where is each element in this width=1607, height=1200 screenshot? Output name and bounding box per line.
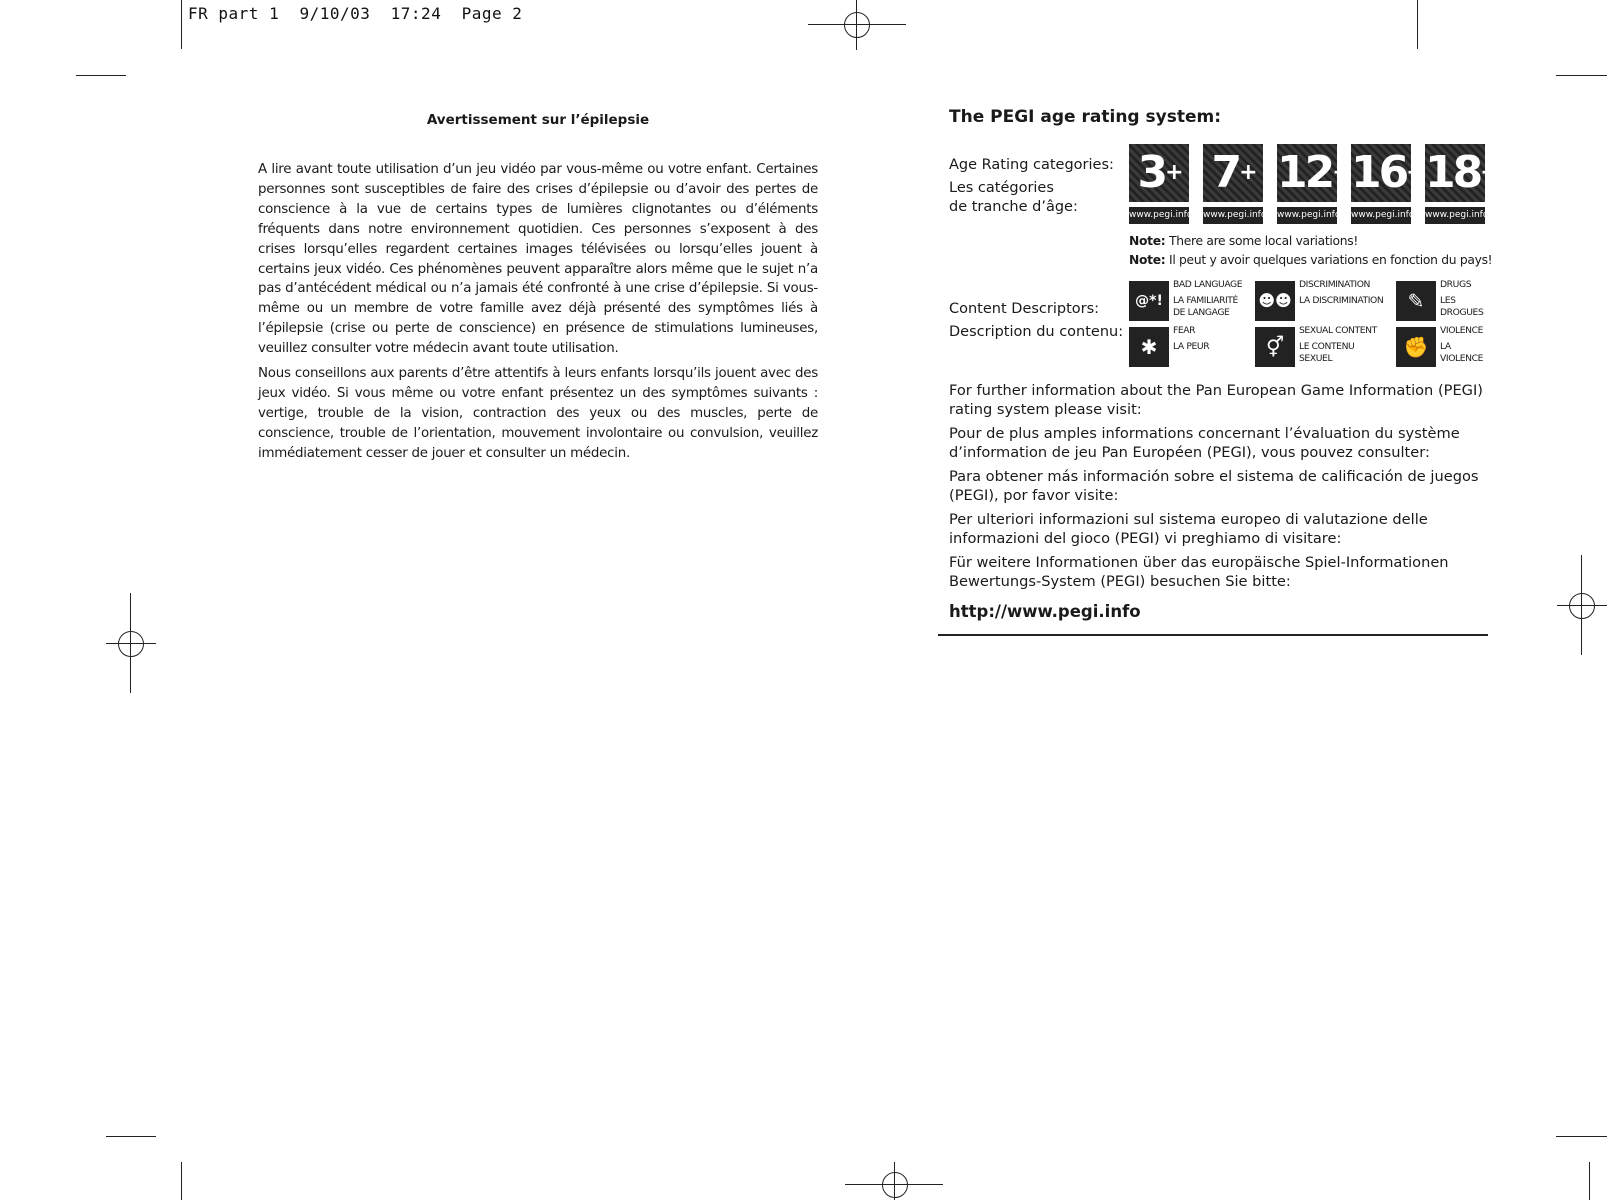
info-paragraph-de: Für weitere Informationen über das europäische Spiel-Informationen Bewertungs-System (PEGI) besuchen Sie bitte:: [949, 554, 1449, 590]
epilepsy-paragraph: A lire avant toute utilisation d’un jeu vidéo par vous-même ou votre enfant. Certaines personnes sont susceptibles de faire des crises d’épilepsie ou d’avoir des pertes de conscience à la vue de certains types de lumières clignotantes ou d’éléments fréquents dans notre environnement quotidien. Ces personnes s’exposent à des crises lorsqu’elles regardent certaines images télévisées ou lorsqu’elles jouent à certains jeux vidéo. Ces phénomènes peuvent apparaître alors même que le sujet n’a pas d’antécédent médical ou n’a jamais été confronté à une crise d’épilepsie. Si vous-même ou un membre de votre famille avez déjà présenté des symptômes liés à l’épilepsie (crise ou perte de conscience) en présence de stimulations lumineuses, veuillez consulter votre médecin avant toute utilisation.: [258, 162, 818, 357]
epilepsy-title: Avertissement sur l’épilepsie: [426, 112, 650, 128]
content-descriptors-label-fr: Description du contenu:: [949, 324, 1124, 340]
descriptor-violence: ✊ VIOLENCE LA VIOLENCE: [1396, 327, 1518, 371]
info-paragraph-es: Para obtener más información sobre el sistema de calificación de juegos (PEGI), por favor visite:: [949, 468, 1479, 504]
info-paragraph-it: Per ulteriori informazioni sul sistema europeo di valutazione delle informazioni del gioco (PEGI) vi preghiamo di visitare:: [949, 511, 1428, 547]
info-paragraph-fr: Pour de plus amples informations concernant l’évaluation du système d’information de jeu Pan Européen (PEGI), vous pouvez consulter:: [949, 425, 1460, 461]
pegi-title: The PEGI age rating system:: [949, 107, 1221, 127]
descriptor-drugs: ✎ DRUGS LES DROGUES: [1396, 281, 1518, 325]
epilepsy-paragraph: Nous conseillons aux parents d’être attentifs à leurs enfants lorsqu’ils jouent avec des jeux vidéo. Si vous même ou votre enfant présentez un des symptômes suivants : vertige, trouble de la vision, contraction des yeux ou des muscles, perte de conscience, trouble de l’orientation, mouvement involontaire ou convulsion, veuillez immédiatement cesser de jouer et consulter un médecin.: [258, 366, 818, 461]
pegi-url-link[interactable]: http://www.pegi.info: [949, 602, 1141, 621]
bad-language-icon: @*!: [1129, 281, 1169, 321]
age-rating-label-fr: de tranche d’âge:: [949, 199, 1078, 215]
sexual-content-icon: ⚥: [1255, 327, 1295, 367]
crop-mark: [76, 75, 126, 76]
age-badge-url: www.pegi.info: [1129, 207, 1189, 224]
registration-mark: [882, 1172, 908, 1198]
descriptor-sexual-content: ⚥ SEXUAL CONTENT LE CONTENU SEXUEL: [1255, 327, 1377, 371]
info-paragraph-en: For further information about the Pan European Game Information (PEGI) rating system please visit:: [949, 382, 1483, 418]
rating-notes: Note: There are some local variations! Note: Il peut y avoir quelques variations en fonction du pays!: [1129, 234, 1493, 267]
registration-mark: [844, 12, 870, 38]
crop-mark: [181, 1162, 182, 1200]
spider-icon: ✱: [1129, 327, 1169, 367]
age-badge-7: 7+ www.pegi.info: [1203, 144, 1263, 224]
descriptor-bad-language: @*! BAD LANGUAGE LA FAMILIARITÉ DE LANGAGE: [1129, 281, 1251, 325]
crop-mark: [1556, 75, 1607, 76]
age-rating-badges: [1129, 144, 1496, 224]
age-rating-label-fr: Les catégories: [949, 180, 1054, 196]
registration-mark: [1569, 593, 1595, 619]
age-badge-18: 18+ www.pegi.info: [1425, 144, 1485, 224]
age-badge-url: www.pegi.info: [1203, 207, 1263, 224]
descriptor-fear: ✱ FEAR LA PEUR: [1129, 327, 1251, 371]
crop-mark: [106, 1136, 156, 1137]
age-badge-3: 3+ www.pegi.info: [1129, 144, 1189, 224]
fist-icon: ✊: [1396, 327, 1436, 367]
age-badge-url: www.pegi.info: [1351, 207, 1411, 224]
crop-mark: [1589, 1162, 1590, 1200]
age-rating-label: Age Rating categories:: [949, 157, 1114, 173]
descriptor-discrimination: ☻☻ DISCRIMINATION LA DISCRIMINATION: [1255, 281, 1377, 325]
age-badge-url: www.pegi.info: [1277, 207, 1337, 224]
registration-mark: [118, 631, 144, 657]
divider: [938, 634, 1488, 636]
content-descriptors-label: Content Descriptors:: [949, 301, 1100, 317]
drugs-icon: ✎: [1396, 281, 1436, 321]
crop-mark: [181, 0, 182, 49]
crop-mark: [1556, 1136, 1607, 1137]
printer-slug: FR part 1 9/10/03 17:24 Page 2: [188, 4, 523, 23]
discrimination-icon: ☻☻: [1255, 281, 1295, 321]
age-badge-16: 16+ www.pegi.info: [1351, 144, 1411, 224]
age-badge-12: 12+ www.pegi.info: [1277, 144, 1337, 224]
age-badge-url: www.pegi.info: [1425, 207, 1485, 224]
crop-mark: [1417, 0, 1418, 49]
